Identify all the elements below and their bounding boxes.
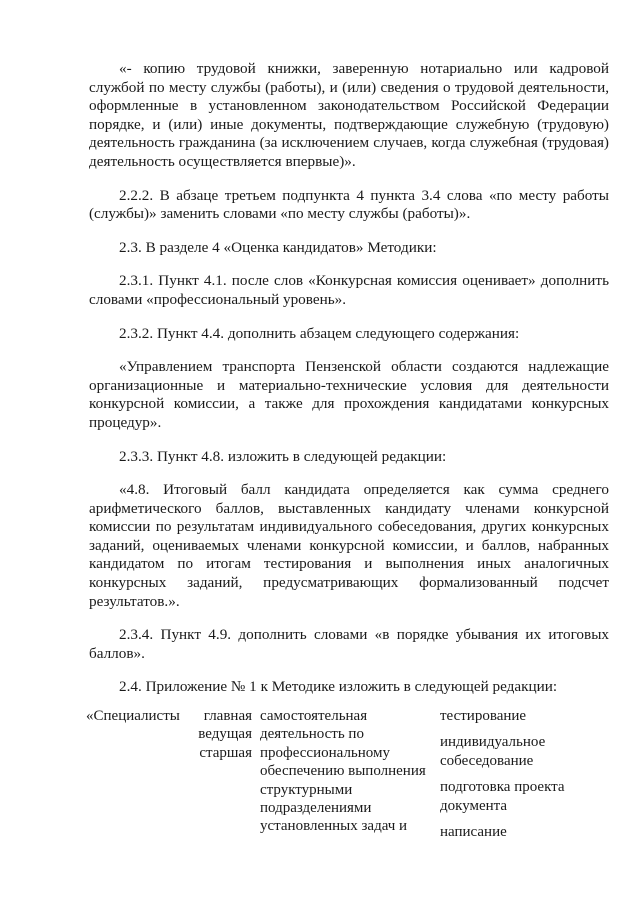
- method-item: тестирование: [440, 708, 527, 724]
- method-item: подготовка проекта документа: [440, 779, 565, 814]
- paragraph-2-4: 2.4. Приложение № 1 к Методике изложить в следующей редакции:: [119, 678, 558, 696]
- group-item: старшая: [199, 744, 252, 761]
- paragraph-quote-transport-department: «Управлением транспорта Пензенской области создаются надлежащие организационные и материально-технические условия для деятельности конкурсной комиссии, а также для прохождения кандидатами конкурсных процедур».: [89, 358, 609, 431]
- methods-cell: [432, 707, 621, 845]
- description-line: профессиональному: [260, 744, 390, 761]
- description-line: самостоятельная: [260, 708, 368, 724]
- group-item: ведущая: [198, 726, 252, 743]
- paragraph-2-3: 2.3. В разделе 4 «Оценка кандидатов» Методики:: [119, 238, 437, 256]
- groups-cell: [192, 707, 256, 845]
- table-row: [86, 707, 621, 845]
- description-line: установленных задач и: [260, 818, 408, 835]
- paragraph-quote-4-8: «4.8. Итоговый балл кандидата определяется как сумма среднего арифметического баллов, выставленных кандидату членами конкурсной комиссии по результатам индивидуального собеседования, других конкурсных заданий, оцениваемых членами конкурсной комиссии, и баллов, набранных кандидатом по итогам тестирования и выполнения иных аналогичных конкурсных заданий, предусматривающих формализованный подсчет результатов.».: [89, 481, 609, 610]
- description-line: обеспечению выполнения: [260, 763, 426, 780]
- paragraph-2-3-4: 2.3.4. Пункт 4.9. дополнить словами «в порядке убывания их итоговых баллов».: [89, 626, 609, 662]
- method-item: индивидуальное собеседование: [440, 734, 546, 769]
- appendix-table: [86, 707, 621, 845]
- paragraph-2-2-2: 2.2.2. В абзаце третьем подпункта 4 пункта 3.4 слова «по месту работы (службы)» заменить словами «по месту службы (работы)».: [89, 186, 609, 223]
- method-item: написание: [440, 824, 507, 841]
- description-line: подразделениями: [260, 800, 372, 817]
- paragraph-2-3-1: 2.3.1. Пункт 4.1. после слов «Конкурсная комиссия оценивает» дополнить словами «профессиональный уровень».: [89, 272, 609, 308]
- paragraph-2-3-3: 2.3.3. Пункт 4.8. изложить в следующей редакции:: [119, 447, 447, 465]
- paragraph-quote-labor-book: «- копию трудовой книжки, заверенную нотариально или кадровой службой по месту службы (работы), и (или) сведения о трудовой деятельности, оформленные в установленном законодательством Российской Федерации порядке, и (или) иные документы, подтверждающие служебную (трудовую) деятельность гражданина (за исключением случаев, когда служебная (трудовая) деятельность осуществляется впервые)».: [89, 60, 609, 170]
- group-item: главная: [203, 708, 252, 724]
- category-cell: «Специалисты: [86, 708, 180, 724]
- description-line: деятельность по: [260, 726, 364, 743]
- paragraph-2-3-2: 2.3.2. Пункт 4.4. дополнить абзацем следующего содержания:: [119, 324, 520, 342]
- document-body: [89, 60, 609, 697]
- description-line: структурными: [260, 781, 353, 798]
- description-cell: [256, 707, 432, 845]
